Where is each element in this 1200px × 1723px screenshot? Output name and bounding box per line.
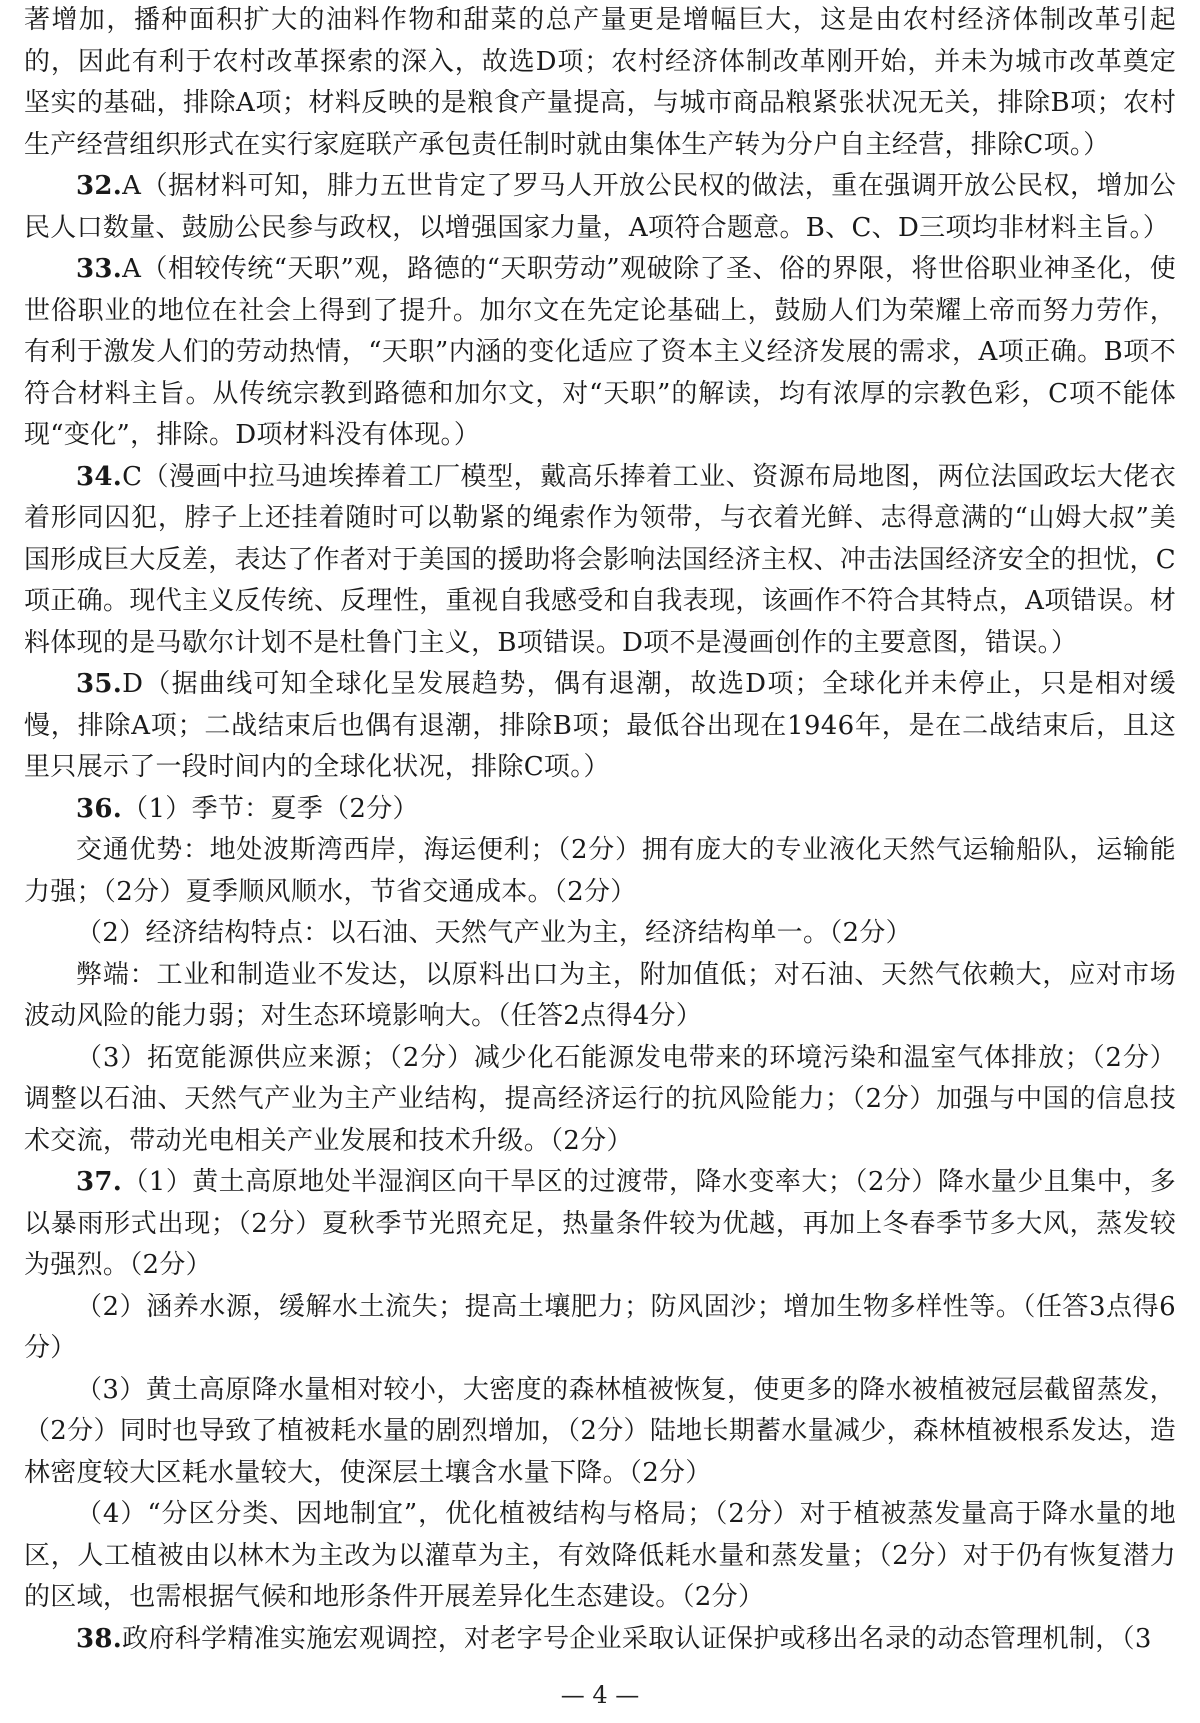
paragraph-q32 [24,166,1176,249]
paragraph-q36-part3 [24,1038,1176,1163]
paragraph-q37-part4 [24,1494,1176,1619]
paragraph-q36-part1-advantage [24,830,1176,913]
paragraph-q36-part2 [24,913,1176,955]
answer-text-body [24,0,1176,1660]
paragraph-q33 [24,249,1176,457]
question-number: 34. [76,461,123,492]
question-number: 35. [76,669,123,699]
paragraph-q37-part2 [24,1287,1176,1370]
paragraph-text: （2）涵养水源，缓解水土流失；提高土壤肥力；防风固沙；增加生物多样性等。（任答3点得6分） [24,1291,1176,1363]
paragraph-q38 [24,1619,1176,1661]
question-number: 38. [76,1623,123,1654]
paragraph-q36-part1 [24,789,1176,831]
paragraph-text: （3）黄土高原降水量相对较小，大密度的森林植被恢复，使更多的降水被植被冠层截留蒸发，（2分）同时也导致了植被耗水量的剧烈增加，（2分）陆地长期蓄水量减少，森林植被根系发达，造林密度较大区耗水量较大，使深层土壤含水量下降。（2分） [24,1374,1176,1488]
paragraph-text: （3）拓宽能源供应来源；（2分）减少化石能源发电带来的环境污染和温室气体排放；（2分）调整以石油、天然气产业为主产业结构，提高经济运行的抗风险能力；（2分）加强与中国的信息技术交流，带动光电相关产业发展和技术升级。（2分） [24,1042,1176,1156]
paragraph-text: A（相较传统“天职”观，路德的“天职劳动”观破除了圣、俗的界限，将世俗职业神圣化，使世俗职业的地位在社会上得到了提升。加尔文在先定论基础上，鼓励人们为荣耀上帝而努力劳作，有利于激发人们的劳动热情，“天职”内涵的变化适应了资本主义经济发展的需求，A项正确。B项不符合材料主旨。从传统宗教到路德和加尔文，对“天职”的解读，均有浓厚的宗教色彩，C项不能体现“变化”，排除。D项材料没有体现。） [24,254,1176,450]
paragraph-text: 弊端：工业和制造业不发达，以原料出口为主，附加值低；对石油、天然气依赖大，应对市场波动风险的能力弱；对生态环境影响大。（任答2点得4分） [24,959,1176,1031]
question-number: 36. [76,793,123,824]
paragraph-text: （1）季节：夏季（2分） [122,793,419,824]
paragraph-text: （1）黄土高原地处半湿润区向干旱区的过渡带，降水变率大；（2分）降水量少且集中，多以暴雨形式出现；（2分）夏秋季节光照充足，热量条件较为优越，再加上冬春季节多大风，蒸发较为强烈。（2分） [24,1167,1176,1280]
paragraph-q37-part1 [24,1162,1176,1287]
paragraph-q35 [24,664,1176,789]
paragraph-text: 交通优势：地处波斯湾西岸，海运便利；（2分）拥有庞大的专业液化天然气运输船队，运输能力强；（2分）夏季顺风顺水，节省交通成本。（2分） [24,835,1176,907]
paragraph-text: A（据材料可知，腓力五世肯定了罗马人开放公民权的做法，重在强调开放公民权，增加公民人口数量、鼓励公民参与政权，以增强国家力量，A项符合题意。B、C、D三项均非材料主旨。） [24,171,1176,243]
paragraph-q36-part2-drawbacks [24,955,1176,1038]
paragraph-q37-part3 [24,1370,1176,1495]
paragraph-text: 政府科学精准实施宏观调控，对老字号企业采取认证保护或移出名录的动态管理机制，（3 [122,1623,1152,1654]
page-number-footer: — 4 — [560,1681,640,1709]
paragraph-q34 [24,457,1176,665]
question-number: 32. [76,171,123,201]
paragraph-q31-continued [24,0,1176,166]
question-number: 33. [76,254,123,284]
paragraph-text: D（据曲线可知全球化呈发展趋势，偶有退潮，故选D项；全球化并未停止，只是相对缓慢，排除A项；二战结束后也偶有退潮，排除B项；最低谷出现在1946年，是在二战结束后，且这里只展示了一段时间内的全球化状况，排除C项。） [24,669,1176,782]
paragraph-text: （4）“分区分类、因地制宜”，优化植被结构与格局；（2分）对于植被蒸发量高于降水量的地区，人工植被由以林木为主改为以灌草为主，有效降低耗水量和蒸发量；（2分）对于仍有恢复潜力的区域，也需根据气候和地形条件开展差异化生态建设。（2分） [24,1499,1176,1612]
question-number: 37. [76,1167,123,1197]
paragraph-text: 著增加，播种面积扩大的油料作物和甜菜的总产量更是增幅巨大，这是由农村经济体制改革引起的，因此有利于农村改革探索的深入，故选D项；农村经济体制改革刚开始，并未为城市改革奠定坚实的基础，排除A项；材料反映的是粮食产量提高，与城市商品粮紧张状况无关，排除B项；农村生产经营组织形式在实行家庭联产承包责任制时就由集体生产转为分户自主经营，排除C项。） [24,5,1176,160]
paragraph-text: C（漫画中拉马迪埃捧着工厂模型，戴高乐捧着工业、资源布局地图，两位法国政坛大佬衣着形同囚犯，脖子上还挂着随时可以勒紧的绳索作为领带，与衣着光鲜、志得意满的“山姆大叔”美国形成巨大反差，表达了作者对于美国的援助将会影响法国经济主权、冲击法国经济安全的担忧，C项正确。现代主义反传统、反理性，重视自我感受和自我表现，该画作不符合其特点，A项错误。材料体现的是马歇尔计划不是杜鲁门主义，B项错误。D项不是漫画创作的主要意图，错误。） [24,461,1176,658]
paragraph-text: （2）经济结构特点：以石油、天然气产业为主，经济结构单一。（2分） [76,918,912,948]
